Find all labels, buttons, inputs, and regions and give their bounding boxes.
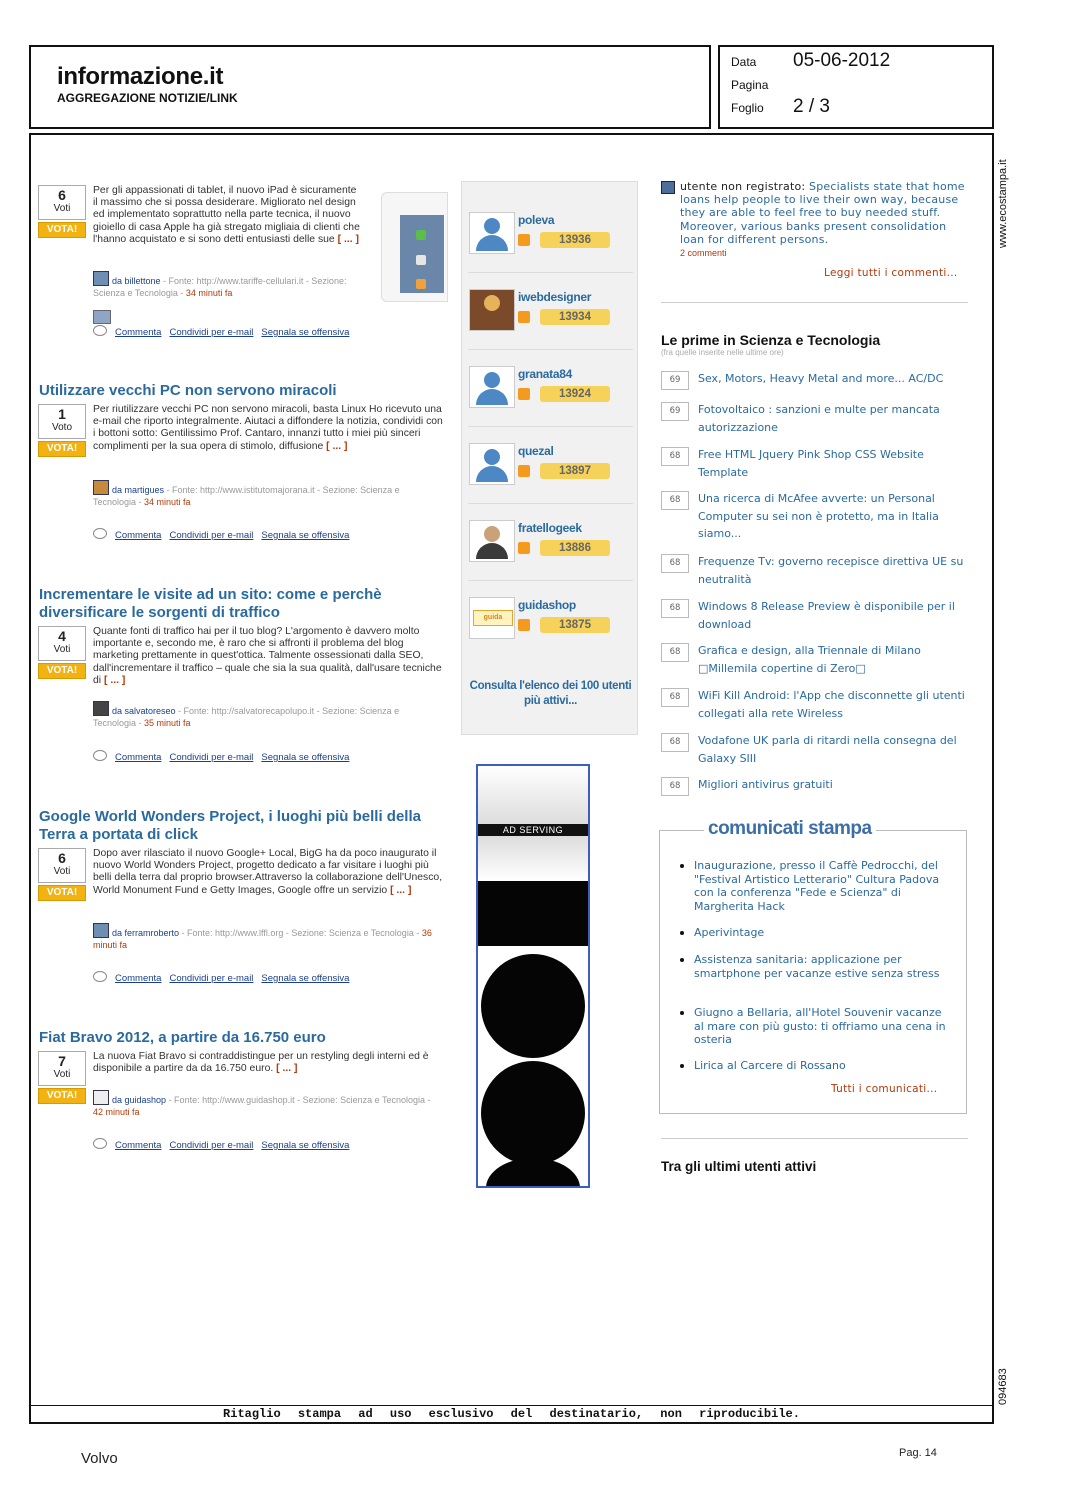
- ranking-link[interactable]: Frequenze Tv: governo recepisce direttiva UE su neutralità: [698, 555, 964, 586]
- news-author[interactable]: da billettone: [112, 276, 161, 286]
- comment-link[interactable]: Commenta: [115, 973, 162, 984]
- vote-widget: [38, 185, 86, 238]
- comment-icon: [93, 325, 107, 336]
- comment-icon: [93, 971, 107, 982]
- active-users-title: Tra gli ultimi utenti attivi: [661, 1159, 817, 1174]
- comment-icon: [93, 528, 107, 539]
- news-time: 36 minuti fa: [93, 928, 432, 950]
- read-more-link[interactable]: [ ... ]: [103, 674, 126, 686]
- report-link[interactable]: Segnala se offensiva: [261, 973, 350, 984]
- user-avatar-icon: [93, 1090, 109, 1105]
- user-name[interactable]: quezal: [518, 444, 554, 458]
- user-avatar-icon: [93, 701, 109, 716]
- ipad-thumbnail: [381, 192, 448, 302]
- vote-button[interactable]: VOTA!: [38, 222, 86, 238]
- user-row[interactable]: [468, 585, 633, 657]
- news-meta: [93, 271, 363, 299]
- disclaimer: Ritaglio stampa ad uso esclusivo del destinatario, non riproducibile.: [223, 1407, 800, 1421]
- user-icon: [661, 181, 675, 194]
- ranking-score: 68: [661, 643, 689, 662]
- news-source: - Fonte: http://www.tariffe-cellulari.it - Sezione: Scienza e Tecnologia -: [93, 276, 347, 298]
- vote-widget: [38, 848, 86, 901]
- press-item[interactable]: [680, 1059, 950, 1073]
- comment-link[interactable]: Commenta: [115, 530, 162, 541]
- rss-icon[interactable]: [518, 311, 530, 323]
- news-author[interactable]: da salvatoreseo: [112, 706, 176, 716]
- user-score: 13897: [540, 463, 610, 479]
- vote-count: 1: [58, 406, 66, 422]
- news-excerpt: [93, 848, 443, 897]
- user-row[interactable]: [468, 431, 633, 504]
- user-name[interactable]: granata84: [518, 367, 572, 381]
- press-item-link[interactable]: Assistenza sanitaria: applicazione per smartphone per vacanze estive senza stress: [694, 953, 940, 980]
- user-name[interactable]: guidashop: [518, 598, 576, 612]
- user-name[interactable]: poleva: [518, 213, 555, 227]
- news-text: Dopo aver rilasciato il nuovo Google+ Local, BigG ha da poco inaugurato il nuovo World Wonders Project, progetto dedicato a far visitare i luoghi più belli della terra dal proprio browser.Attraverso la collaborazione dell'Unesco, World Monument Fund e Getty Images, Google offre un servizio: [93, 848, 443, 896]
- ranking-score: 68: [661, 777, 689, 796]
- footer-divider: [29, 1405, 994, 1406]
- user-avatar-icon: [93, 923, 109, 938]
- rss-icon[interactable]: [518, 542, 530, 554]
- press-item[interactable]: [680, 926, 950, 940]
- ranking-score: 68: [661, 554, 689, 573]
- news-source: - Fonte: http://www.guidashop.it - Sezione: Scienza e Tecnologia -: [166, 1095, 431, 1105]
- vote-label: Voto: [51, 422, 73, 433]
- comment-icon: [93, 750, 107, 761]
- report-link[interactable]: Segnala se offensiva: [261, 1140, 350, 1151]
- news-title[interactable]: Fiat Bravo 2012, a partire da 16.750 euro: [39, 1029, 326, 1046]
- clipping-code: 094683: [997, 1368, 1009, 1405]
- news-time: 42 minuti fa: [93, 1107, 140, 1117]
- vote-count: 6: [58, 850, 66, 866]
- news-actions: [93, 325, 357, 338]
- user-row[interactable]: [468, 354, 633, 427]
- news-text: Per riutilizzare vecchi PC non servono miracoli, basta Linux Ho ricevuto una e-mail che riporto integralmente. Aiutaci a diffondere la notizia, condividi con i bottoni sotto: Gentilissimo Prof. Cantaro, innanzi tutto i miei più sinceri complimenti per la sua opera di stimolo, diffusione: [93, 404, 443, 452]
- news-text: Quante fonti di traffico hai per il tuo blog? L'argomento è davvero molto importante e, secondo me, è raro che si affronti il problema del blog marketing prettamente in quest'ottica. Talmente ossessionati dalla SEO, dall'incrementare il traffico – quale che sia la sua qualità, dall'usare tecniche di: [93, 626, 442, 686]
- press-item[interactable]: [680, 953, 950, 980]
- news-actions: [93, 971, 357, 984]
- news-excerpt: [93, 1051, 443, 1075]
- news-title[interactable]: Utilizzare vecchi PC non servono miracoli: [39, 382, 337, 399]
- pagina-label: Pagina: [731, 78, 769, 92]
- ranking-link[interactable]: Free HTML Jquery Pink Shop CSS Website Template: [698, 448, 924, 479]
- news-excerpt: [93, 404, 443, 453]
- vote-widget: [38, 404, 86, 457]
- site-tagline: AGGREGAZIONE NOTIZIE/LINK: [57, 91, 238, 105]
- vote-label: Voti: [53, 644, 71, 655]
- data-value: 05-06-2012: [793, 50, 891, 71]
- ranking-link[interactable]: WiFi Kill Android: l'App che disconnette gli utenti collegati alla rete Wireless: [698, 689, 965, 720]
- news-source: - Fonte: http://www.istitutomajorana.it - Sezione: Scienza e Tecnologia -: [93, 485, 400, 507]
- divider: [661, 302, 968, 303]
- ad-label: AD SERVING: [478, 824, 588, 836]
- rss-icon[interactable]: [518, 465, 530, 477]
- user-avatar: [469, 289, 515, 331]
- press-item-link[interactable]: Inaugurazione, presso il Caffè Pedrocchi, del "Festival Artistico Letterario" Cultura Padova con la conferenza "Fede e Scienza" di Margherita Hack: [694, 859, 940, 913]
- user-score: 13936: [540, 232, 610, 248]
- rss-icon[interactable]: [518, 388, 530, 400]
- press-item[interactable]: [680, 859, 950, 913]
- press-item-link[interactable]: Aperivintage: [694, 926, 765, 939]
- user-row[interactable]: [468, 277, 633, 350]
- vote-widget: [38, 1051, 86, 1104]
- ranking-link[interactable]: Grafica e design, alla Triennale di Milano □Millemila copertine di Zero□: [698, 644, 921, 675]
- image-icon: [93, 310, 111, 324]
- news-meta: [93, 480, 443, 508]
- press-item-link[interactable]: Giugno a Bellaria, all'Hotel Souvenir vacanze al mare con più gusto: ti offriamo una cena in osteria: [694, 1006, 946, 1046]
- share-email-link[interactable]: Condividi per e-mail: [169, 1140, 254, 1151]
- read-more-link[interactable]: [ ... ]: [326, 440, 348, 452]
- news-author[interactable]: da guidashop: [112, 1095, 167, 1105]
- ranking-score: 69: [661, 402, 689, 421]
- user-score: 13924: [540, 386, 610, 402]
- ad-banner[interactable]: [476, 764, 590, 1188]
- user-name[interactable]: iwebdesigner: [518, 290, 592, 304]
- foglio-value: 2 / 3: [793, 96, 830, 117]
- ranking-score: 68: [661, 688, 689, 707]
- news-time: 35 minuti fa: [144, 718, 191, 728]
- vote-button[interactable]: VOTA!: [38, 663, 86, 679]
- news-meta: [93, 923, 443, 951]
- header-meta: [718, 45, 994, 129]
- user-score: 13886: [540, 540, 610, 556]
- vote-count: 7: [58, 1053, 66, 1069]
- all-press-link[interactable]: Tutti i comunicati...: [831, 1083, 938, 1095]
- data-label: Data: [731, 55, 757, 69]
- vote-label: Voti: [53, 866, 71, 877]
- news-actions: [93, 528, 357, 541]
- ranking-score: 68: [661, 599, 689, 618]
- news-title[interactable]: Google World Wonders Project, i luoghi più belli della Terra a portata di click: [39, 808, 421, 843]
- comment-link[interactable]: Commenta: [115, 752, 162, 763]
- vote-widget: [38, 626, 86, 679]
- ranking-score: 68: [661, 733, 689, 752]
- foglio-label: Foglio: [731, 101, 764, 115]
- news-actions: [93, 1138, 357, 1151]
- user-score: 13875: [540, 617, 610, 633]
- share-email-link[interactable]: Condividi per e-mail: [169, 752, 254, 763]
- news-source: - Fonte: http://salvatorecapolupo.it - Sezione: Scienza e Tecnologia -: [93, 706, 400, 728]
- all-users-link[interactable]: Consulta l'elenco dei 100 utenti più attivi...: [469, 680, 632, 707]
- user-name[interactable]: fratellogeek: [518, 521, 582, 535]
- vote-count: 6: [58, 187, 66, 203]
- news-source: - Fonte: http://www.lffl.org - Sezione: Scienza e Tecnologia -: [179, 928, 422, 938]
- user-avatar: [469, 366, 515, 408]
- ranking-link[interactable]: Una ricerca di McAfee avverte: un Personal Computer su sei non è protetto, ma in Italia siamo...: [698, 492, 939, 540]
- rss-icon[interactable]: [518, 619, 530, 631]
- press-item-link[interactable]: Lirica al Carcere di Rossano: [694, 1059, 846, 1072]
- share-email-link[interactable]: Condividi per e-mail: [169, 973, 254, 984]
- news-author[interactable]: da ferramroberto: [112, 928, 180, 938]
- user-row[interactable]: [468, 508, 633, 581]
- user-avatar: [469, 443, 515, 485]
- report-link[interactable]: Segnala se offensiva: [261, 530, 350, 541]
- ranking-link[interactable]: Vodafone UK parla di ritardi nella consegna del Galaxy SIII: [698, 734, 957, 765]
- ranking-score: 68: [661, 491, 689, 510]
- press-releases-title: comunicati stampa: [704, 818, 876, 840]
- ranking-subtitle: (fra quelle inserite nelle ultime ore): [661, 348, 784, 357]
- read-more-link[interactable]: [ ... ]: [390, 884, 412, 896]
- top-users-panel: [461, 181, 638, 735]
- user-avatar: [469, 212, 515, 254]
- report-link[interactable]: Segnala se offensiva: [261, 752, 350, 763]
- rss-icon[interactable]: [518, 234, 530, 246]
- news-text: Per gli appassionati di tablet, il nuovo iPad è sicuramente il massimo che si possa desiderare. Migliorato nel design ed implementato soprattutto nella parte tecnica, il nuovo gioiello di casa Apple ha già stregato migliaia di clienti che l'hanno acquistato e si sono detti entusiasti delle sue: [93, 185, 360, 245]
- comment-icon: [93, 1138, 107, 1149]
- news-meta: [93, 1090, 443, 1118]
- ranking-link[interactable]: Fotovoltaico : sanzioni e multe per mancata autorizzazione: [698, 403, 940, 434]
- comment-link[interactable]: Commenta: [115, 327, 162, 338]
- user-avatar-icon: [93, 480, 109, 495]
- ranking-link[interactable]: Migliori antivirus gratuiti: [698, 778, 833, 791]
- user-row[interactable]: [468, 200, 633, 273]
- news-meta: [93, 701, 443, 729]
- client-name: Volvo: [81, 1450, 118, 1467]
- ecostampa-site: www.ecostampa.it: [997, 159, 1009, 248]
- header-masthead: [29, 45, 711, 129]
- vote-button[interactable]: VOTA!: [38, 885, 86, 901]
- user-avatar: [469, 520, 515, 562]
- ranking-title: Le prime in Scienza e Tecnologia: [661, 332, 881, 348]
- comment-text[interactable]: Specialists state that home loans help people to live their own way, because they are able to feel free to buy needed stuff. Moreover, various banks present consolidation loan for different persons.: [680, 180, 965, 246]
- news-author[interactable]: da martigues: [112, 485, 165, 495]
- vote-label: Voti: [53, 1069, 71, 1080]
- vote-button[interactable]: VOTA!: [38, 1088, 86, 1104]
- latest-comment: [680, 180, 970, 246]
- report-link[interactable]: Segnala se offensiva: [261, 327, 350, 338]
- share-email-link[interactable]: Condividi per e-mail: [169, 327, 254, 338]
- vote-button[interactable]: VOTA!: [38, 441, 86, 457]
- user-score: 13934: [540, 309, 610, 325]
- vote-count: 4: [58, 628, 66, 644]
- share-email-link[interactable]: Condividi per e-mail: [169, 530, 254, 541]
- page-number: Pag. 14: [899, 1447, 937, 1459]
- news-excerpt: [93, 185, 363, 246]
- press-item[interactable]: [680, 1006, 950, 1047]
- comment-link[interactable]: Commenta: [115, 1140, 162, 1151]
- news-title[interactable]: Incrementare le visite ad un sito: come e perchè diversificare le sorgenti di traffico: [39, 586, 382, 621]
- ranking-score: 69: [661, 371, 689, 390]
- ranking-score: 68: [661, 447, 689, 466]
- ranking-link[interactable]: Sex, Motors, Heavy Metal and more... AC/DC: [698, 372, 944, 385]
- news-time: 34 minuti fa: [144, 497, 191, 507]
- comment-author: utente non registrato:: [680, 180, 806, 193]
- news-actions: [93, 750, 357, 763]
- read-all-comments-link[interactable]: Leggi tutti i commenti...: [824, 267, 958, 279]
- user-avatar-icon: [93, 271, 109, 286]
- divider: [661, 1138, 968, 1139]
- read-more-link[interactable]: [ ... ]: [337, 233, 359, 245]
- comment-count[interactable]: 2 commenti: [680, 248, 727, 258]
- read-more-link[interactable]: [ ... ]: [276, 1063, 298, 1075]
- news-excerpt: [93, 626, 443, 687]
- news-time: 34 minuti fa: [185, 288, 233, 298]
- site-logo: informazione.it: [57, 63, 224, 90]
- news-text: La nuova Fiat Bravo si contraddistingue per un restyling degli interni ed è disponibile a partire da da 16.750 euro.: [93, 1051, 429, 1075]
- user-avatar: guida: [469, 597, 515, 639]
- vote-label: Voti: [53, 203, 71, 214]
- ranking-link[interactable]: Windows 8 Release Preview è disponibile per il download: [698, 600, 955, 631]
